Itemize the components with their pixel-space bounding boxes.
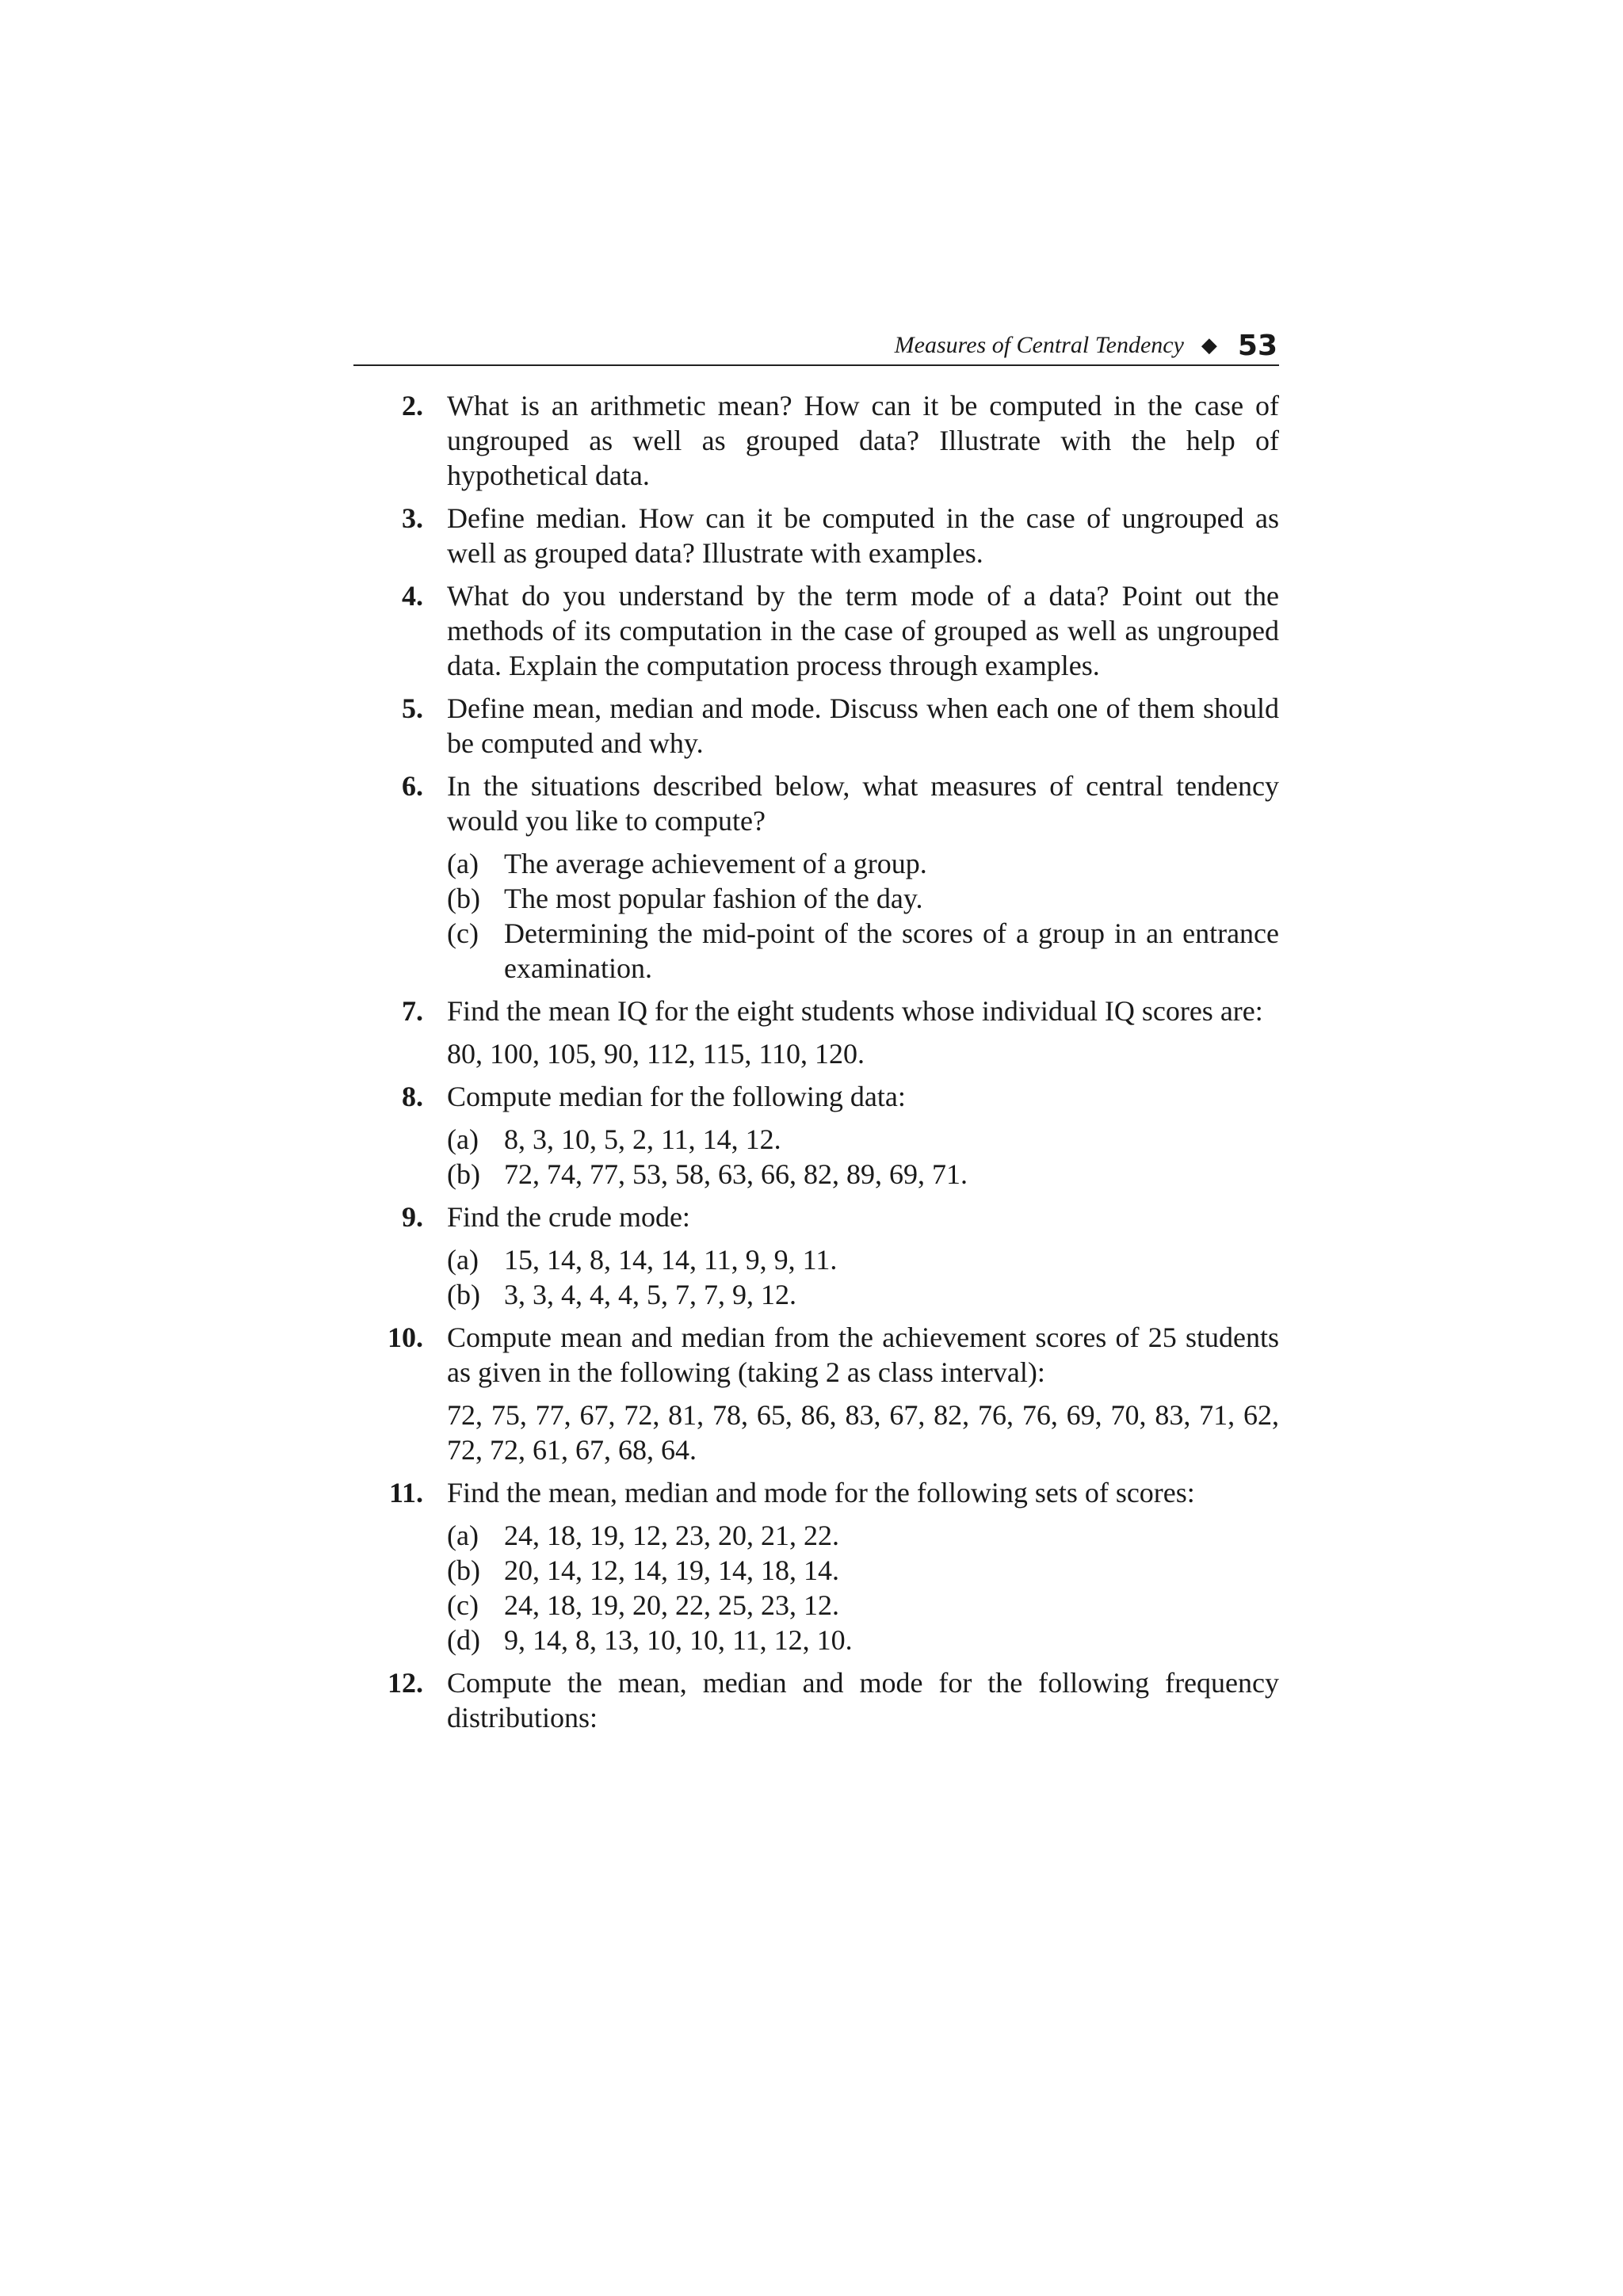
sub-question-list	[447, 1122, 1279, 1192]
question-item	[388, 1320, 1279, 1467]
question-text: In the situations described below, what measures of central tendency would you like to compute?	[447, 770, 1279, 837]
question-body	[447, 769, 1279, 986]
question-number: 9.	[402, 1201, 423, 1233]
sub-question-text: The average achievement of a group.	[504, 848, 927, 879]
sub-question-item	[447, 916, 1279, 986]
sub-question-list	[447, 846, 1279, 986]
question-item	[391, 388, 1279, 493]
sub-question-label: (a)	[447, 1244, 479, 1276]
question-text: Compute the mean, median and mode for the following frequency distributions:	[447, 1667, 1279, 1733]
question-text: Define mean, median and mode. Discuss when each one of them should be computed and why.	[447, 692, 1279, 759]
data-values: 80, 100, 105, 90, 112, 115, 110, 120.	[447, 1038, 865, 1070]
sub-question-item	[447, 1157, 1279, 1192]
question-body	[447, 578, 1279, 683]
sub-question-item	[447, 881, 1279, 916]
question-item	[388, 1665, 1279, 1735]
question-text: Find the mean IQ for the eight students whose individual IQ scores are:	[447, 995, 1263, 1027]
question-body	[447, 1475, 1279, 1657]
sub-question-item	[447, 1242, 1279, 1277]
sub-question-label: (b)	[447, 883, 480, 914]
question-text: Find the mean, median and mode for the following sets of scores:	[447, 1477, 1195, 1508]
diamond-icon: ◆	[1201, 334, 1217, 357]
question-text: Compute median for the following data:	[447, 1081, 906, 1112]
question-item	[391, 1079, 1279, 1192]
question-item	[391, 578, 1279, 683]
question-item	[388, 1475, 1279, 1657]
sub-question-list	[447, 1518, 1279, 1657]
sub-question-label: (c)	[447, 917, 479, 949]
question-text: What do you understand by the term mode of a data? Point out the methods of its computation in the case of grouped as well as ungrouped data. Explain the computation process through examples.	[447, 580, 1279, 681]
question-number: 8.	[402, 1081, 423, 1112]
sub-question-item	[447, 1277, 1279, 1312]
question-number: 12.	[388, 1667, 423, 1699]
question-list	[388, 388, 1279, 1743]
question-number: 3.	[402, 502, 423, 534]
running-title: Measures of Central Tendency	[894, 332, 1184, 358]
sub-question-text: 24, 18, 19, 20, 22, 25, 23, 12.	[504, 1589, 839, 1621]
sub-question-label: (a)	[447, 1520, 479, 1551]
sub-question-label: (a)	[447, 848, 479, 879]
question-number: 11.	[388, 1477, 423, 1508]
sub-question-item	[447, 1122, 1279, 1157]
question-body	[447, 691, 1279, 761]
question-number: 4.	[402, 580, 423, 612]
question-item	[391, 1199, 1279, 1312]
sub-question-label: (b)	[447, 1158, 480, 1190]
question-body	[447, 501, 1279, 570]
question-item	[391, 769, 1279, 986]
sub-question-text: 15, 14, 8, 14, 14, 11, 9, 9, 11.	[504, 1244, 838, 1276]
data-values: 72, 75, 77, 67, 72, 81, 78, 65, 86, 83, 67, 82, 76, 76, 69, 70, 83, 71, 62, 72, 72, 61, 67, 68, 64.	[447, 1399, 1279, 1466]
sub-question-text: 9, 14, 8, 13, 10, 10, 11, 12, 10.	[504, 1624, 853, 1656]
sub-question-text: 20, 14, 12, 14, 19, 14, 18, 14.	[504, 1554, 839, 1586]
question-item	[391, 691, 1279, 761]
question-text: Define median. How can it be computed in the case of ungrouped as well as grouped data? Illustrate with examples.	[447, 502, 1279, 569]
page-number: 53	[1237, 329, 1277, 362]
question-number: 10.	[388, 1322, 423, 1353]
sub-question-list	[447, 1242, 1279, 1312]
sub-question-label: (d)	[447, 1624, 480, 1656]
question-body	[447, 1665, 1279, 1735]
question-number: 2.	[402, 390, 423, 421]
sub-question-text: 8, 3, 10, 5, 2, 11, 14, 12.	[504, 1123, 781, 1155]
question-body	[447, 1320, 1279, 1467]
sub-question-text: The most popular fashion of the day.	[504, 883, 923, 914]
question-text: What is an arithmetic mean? How can it be computed in the case of ungrouped as well as grouped data? Illustrate with the help of hypothetical data.	[447, 390, 1279, 491]
sub-question-text: 3, 3, 4, 4, 4, 5, 7, 7, 9, 12.	[504, 1279, 796, 1310]
running-header	[353, 326, 1279, 366]
sub-question-label: (a)	[447, 1123, 479, 1155]
question-item	[391, 501, 1279, 570]
question-body	[447, 1199, 1279, 1312]
sub-question-item	[447, 1553, 1279, 1588]
sub-question-item	[447, 1518, 1279, 1553]
sub-question-item	[447, 1588, 1279, 1623]
question-number: 7.	[402, 995, 423, 1027]
sub-question-text: 72, 74, 77, 53, 58, 63, 66, 82, 89, 69, 71.	[504, 1158, 968, 1190]
sub-question-label: (b)	[447, 1554, 480, 1586]
question-number: 5.	[402, 692, 423, 724]
question-text: Find the crude mode:	[447, 1201, 690, 1233]
question-body	[447, 388, 1279, 493]
sub-question-label: (b)	[447, 1279, 480, 1310]
sub-question-item	[447, 1623, 1279, 1657]
sub-question-label: (c)	[447, 1589, 479, 1621]
sub-question-item	[447, 846, 1279, 881]
question-item	[391, 994, 1279, 1071]
sub-question-text: Determining the mid-point of the scores of a group in an entrance examination.	[504, 917, 1279, 984]
question-body	[447, 994, 1279, 1071]
question-text: Compute mean and median from the achievement scores of 25 students as given in the following (taking 2 as class interval):	[447, 1322, 1279, 1388]
sub-question-text: 24, 18, 19, 12, 23, 20, 21, 22.	[504, 1520, 839, 1551]
question-number: 6.	[402, 770, 423, 802]
question-body	[447, 1079, 1279, 1192]
